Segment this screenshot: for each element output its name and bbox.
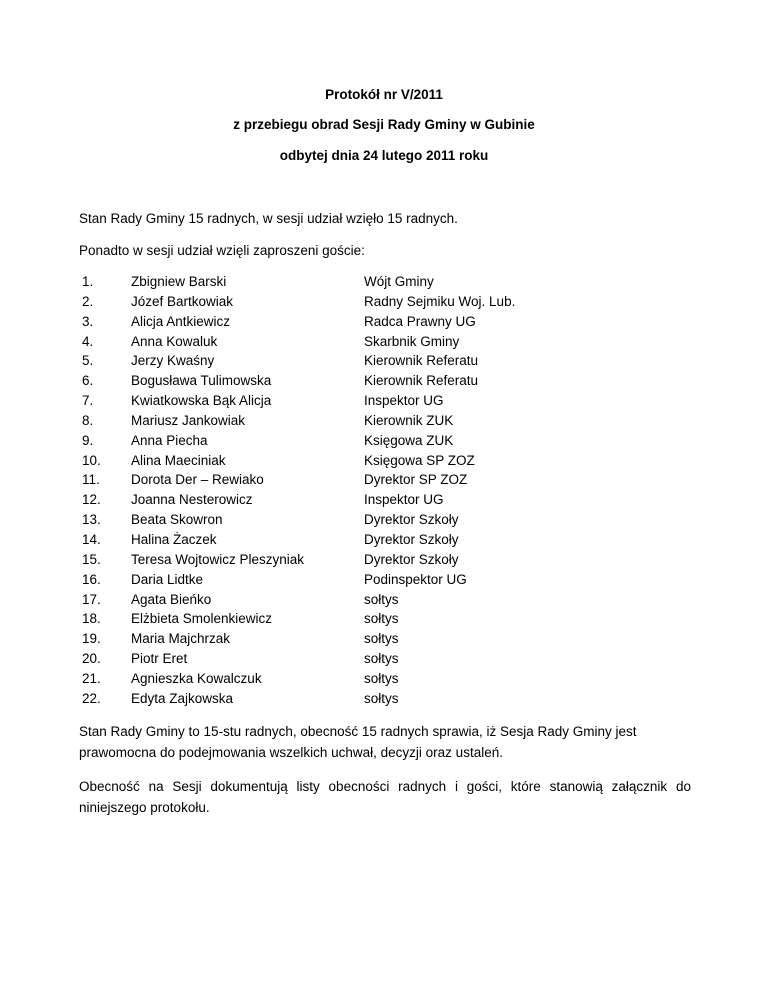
guest-row xyxy=(79,629,691,649)
guest-num: 14. xyxy=(82,531,101,547)
guest-row xyxy=(79,332,691,352)
guest-row xyxy=(79,391,691,411)
guest-name: Kwiatkowska Bąk Alicja xyxy=(131,393,272,409)
guest-row xyxy=(79,689,691,709)
guest-row xyxy=(79,590,691,610)
guest-name: Anna Kowaluk xyxy=(131,333,218,349)
guest-role: Radca Prawny UG xyxy=(364,313,476,329)
guest-row xyxy=(79,570,691,590)
guest-num: 19. xyxy=(82,631,101,647)
guest-num: 4. xyxy=(82,333,94,349)
quorum-paragraph: Stan Rady Gminy to 15-stu radnych, obecność 15 radnych sprawia, iż Sesja Rady Gminy jest prawomocna do podejmowania wszelkich uchwał, decyzji oraz ustaleń. xyxy=(79,724,637,760)
guest-role: Dyrektor Szkoły xyxy=(364,512,459,528)
guest-name: Agata Bieńko xyxy=(131,591,212,607)
guest-role: Kierownik ZUK xyxy=(364,412,454,428)
guest-name: Piotr Eret xyxy=(131,651,188,667)
attendance-paragraph: Obecność na Sesji dokumentują listy obecności radnych i gości, które stanowią załącznik do niniejszego protokołu. xyxy=(79,779,691,815)
guest-role: sołtys xyxy=(364,670,399,686)
guests-intro-paragraph: Ponadto w sesji udział wzięli zaproszeni goście: xyxy=(79,243,365,258)
guest-name: Beata Skowron xyxy=(131,512,223,528)
guest-name: Alina Maeciniak xyxy=(131,452,226,468)
guest-num: 6. xyxy=(82,373,94,389)
guest-role: Wójt Gminy xyxy=(364,274,434,289)
guest-num: 11. xyxy=(82,472,100,488)
guest-name: Józef Bartkowiak xyxy=(131,293,234,309)
guest-name: Zbigniew Barski xyxy=(131,274,227,289)
guest-num: 2. xyxy=(82,293,94,309)
guest-role: Księgowa ZUK xyxy=(364,432,454,448)
guest-row xyxy=(79,550,691,570)
guest-role: sołtys xyxy=(364,651,399,667)
guest-num: 12. xyxy=(82,492,101,508)
guest-name: Maria Majchrzak xyxy=(131,631,231,647)
guest-num: 8. xyxy=(82,412,94,428)
guest-row xyxy=(79,490,691,510)
guest-num: 3. xyxy=(82,313,94,329)
guest-row xyxy=(79,669,691,689)
guest-num: 13. xyxy=(82,512,101,528)
document-title: Protokół nr V/2011 xyxy=(325,87,443,102)
guest-list xyxy=(79,272,691,709)
guest-name: Edyta Zajkowska xyxy=(131,690,234,706)
guest-num: 21. xyxy=(82,670,101,686)
guest-name: Mariusz Jankowiak xyxy=(131,412,246,428)
guest-row xyxy=(79,292,691,312)
guest-name: Anna Piecha xyxy=(131,432,208,448)
guest-num: 10. xyxy=(82,452,101,468)
guest-name: Dorota Der – Rewiako xyxy=(131,472,264,488)
guest-role: Inspektor UG xyxy=(364,492,444,508)
guest-num: 5. xyxy=(82,353,94,369)
guest-row xyxy=(79,431,691,451)
guest-num: 20. xyxy=(82,651,101,667)
guest-num: 15. xyxy=(82,551,101,567)
guest-role: sołtys xyxy=(364,611,399,627)
guest-row xyxy=(79,510,691,530)
guest-role: Dyrektor SP ZOZ xyxy=(364,472,468,488)
guest-num: 16. xyxy=(82,571,101,587)
guest-role: Podinspektor UG xyxy=(364,571,467,587)
guest-num: 18. xyxy=(82,611,101,627)
guest-role: Kierownik Referatu xyxy=(364,353,479,369)
guest-row xyxy=(79,312,691,332)
guest-row xyxy=(79,272,691,292)
guest-role: Księgowa SP ZOZ xyxy=(364,452,475,468)
guest-name: Alicja Antkiewicz xyxy=(131,313,231,329)
guest-row xyxy=(79,451,691,471)
guest-row xyxy=(79,351,691,371)
guest-role: sołtys xyxy=(364,631,399,647)
document-date-line: odbytej dnia 24 lutego 2011 roku xyxy=(279,148,489,163)
guest-row xyxy=(79,609,691,629)
guest-row xyxy=(79,649,691,669)
guest-name: Joanna Nesterowicz xyxy=(131,492,253,508)
guest-name: Agnieszka Kowalczuk xyxy=(131,670,262,686)
guest-name: Halina Żaczek xyxy=(131,531,217,547)
guest-num: 1. xyxy=(82,274,94,289)
guest-role: Skarbnik Gminy xyxy=(364,333,460,349)
guest-role: sołtys xyxy=(364,591,399,607)
council-status-paragraph: Stan Rady Gminy 15 radnych, w sesji udział wzięło 15 radnych. xyxy=(79,211,458,226)
guest-name: Jerzy Kwaśny xyxy=(131,353,215,369)
guest-role: Dyrektor Szkoły xyxy=(364,551,459,567)
guest-role: Inspektor UG xyxy=(364,393,444,409)
guest-row xyxy=(79,411,691,431)
guest-name: Daria Lidtke xyxy=(131,571,204,587)
guest-row xyxy=(79,470,691,490)
guest-name: Bogusława Tulimowska xyxy=(131,373,272,389)
guest-num: 7. xyxy=(82,393,94,409)
guest-role: Kierownik Referatu xyxy=(364,373,479,389)
guest-num: 22. xyxy=(82,690,101,706)
guest-num: 9. xyxy=(82,432,94,448)
guest-name: Elżbieta Smolenkiewicz xyxy=(131,611,273,627)
guest-num: 17. xyxy=(82,591,101,607)
guest-name: Teresa Wojtowicz Pleszyniak xyxy=(131,551,305,567)
guest-role: Dyrektor Szkoły xyxy=(364,531,459,547)
guest-role: sołtys xyxy=(364,690,399,706)
guest-row xyxy=(79,371,691,391)
document-subtitle: z przebiegu obrad Sesji Rady Gminy w Gubinie xyxy=(233,117,535,132)
guest-row xyxy=(79,530,691,550)
guest-role: Radny Sejmiku Woj. Lub. xyxy=(364,293,516,309)
